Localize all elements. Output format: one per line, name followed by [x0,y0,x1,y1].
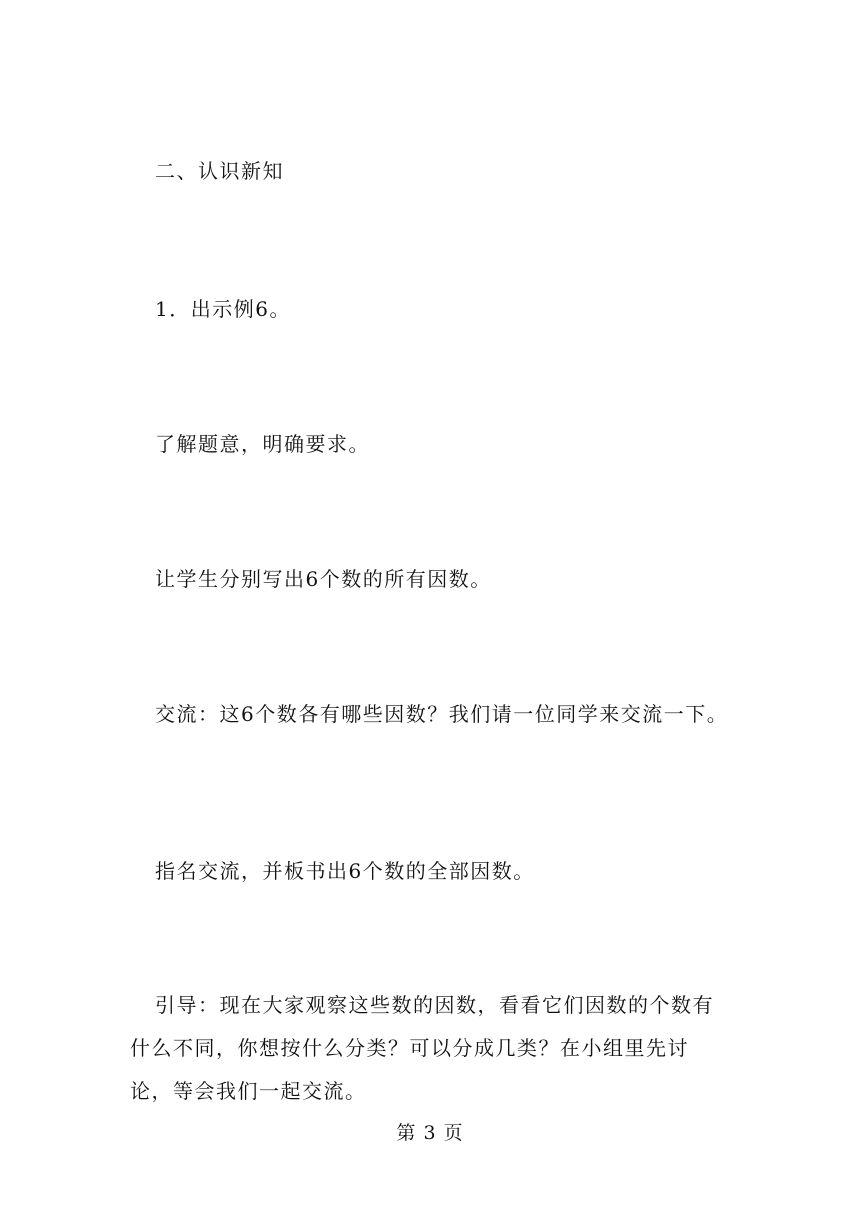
paragraph-example: 1．出示例6。 [155,297,291,321]
paragraph-understand: 了解题意，明确要求。 [155,432,370,456]
paragraph-blackboard: 指名交流，并板书出6个数的全部因数。 [155,859,535,883]
section-heading: 二、认识新知 [155,159,284,183]
paragraph-guide: 引导：现在大家观察这些数的因数，看看它们因数的个数有什么不同，你想按什么分类？可以分成几类？在小组里先讨论，等会我们一起交流。 [130,993,714,1103]
paragraph-write-factors: 让学生分别写出6个数的所有因数。 [155,567,492,591]
page-number: 第 3 页 [396,1122,464,1144]
paragraph-exchange: 交流：这6个数各有哪些因数？我们请一位同学来交流一下。 [155,702,729,726]
